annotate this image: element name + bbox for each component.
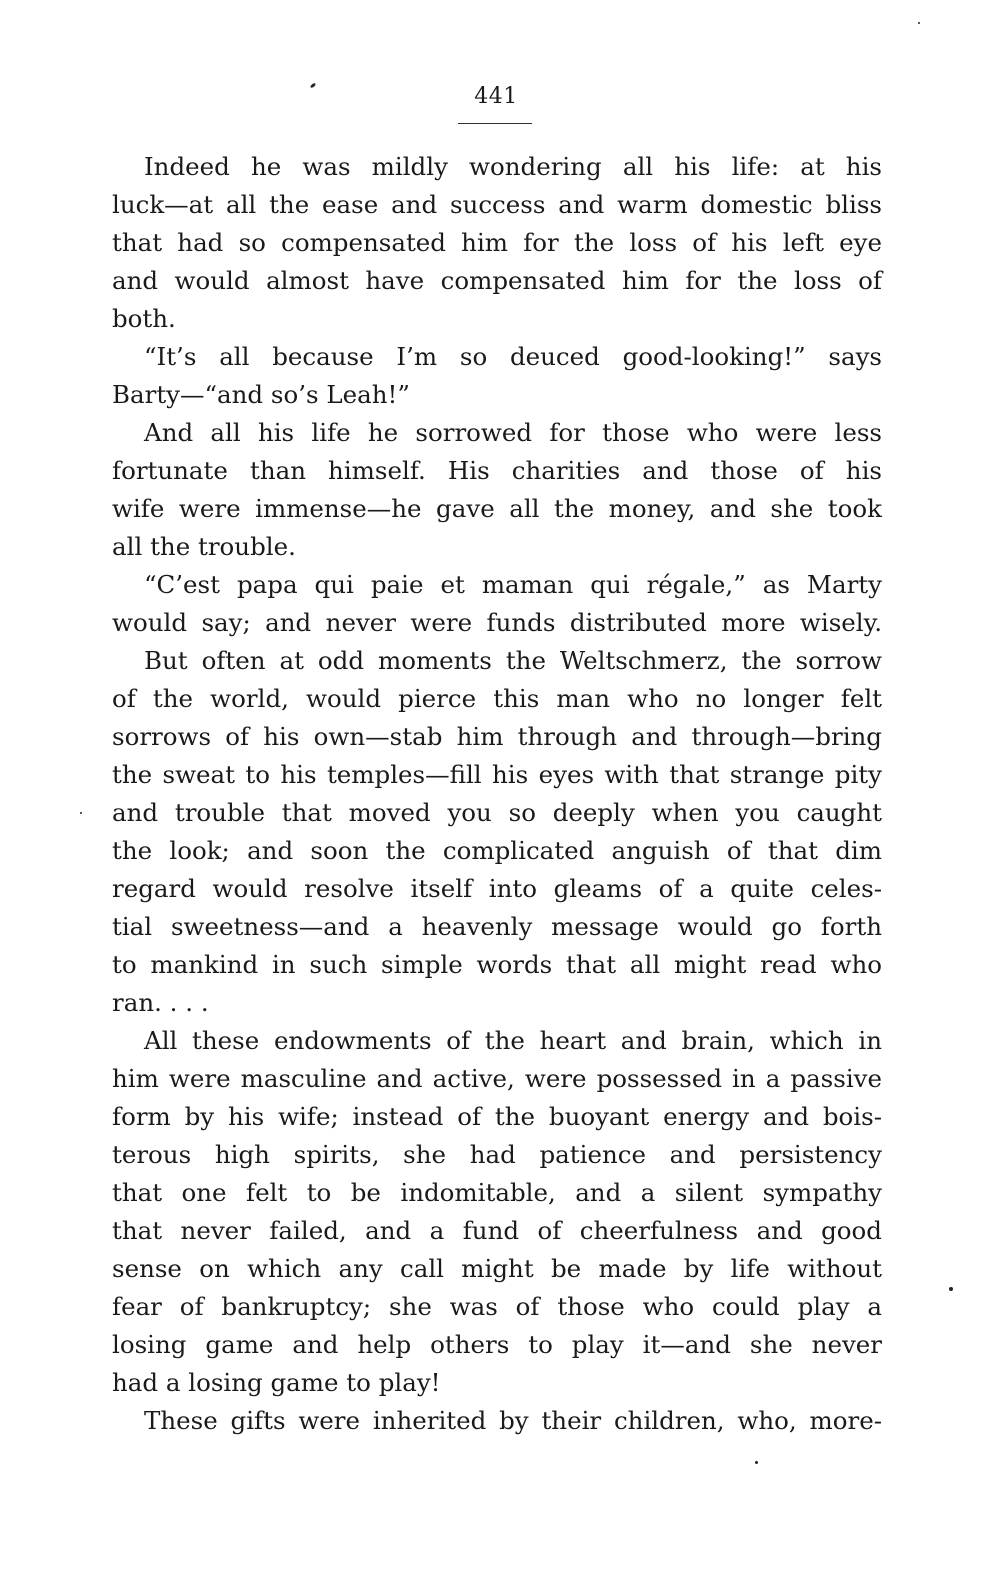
text-line: regard would resolve itself into gleams of a quite celes- xyxy=(112,874,882,903)
text-line: form by his wife; instead of the buoyant energy and bois- xyxy=(112,1102,882,1131)
text-line: both. xyxy=(112,304,176,333)
scan-speck xyxy=(755,1461,758,1464)
text-line: and would almost have compensated him for the loss of xyxy=(112,266,882,295)
text-line: that never failed, and a fund of cheerfulness and good xyxy=(112,1216,882,1245)
text-line: that one felt to be indomitable, and a silent sympathy xyxy=(112,1178,882,1207)
text-line: ran. . . . xyxy=(112,988,209,1017)
text-line: luck—at all the ease and success and warm domestic bliss xyxy=(112,190,882,219)
scan-speck xyxy=(310,82,317,88)
text-line: But often at odd moments the Weltschmerz, the sorrow xyxy=(144,646,882,675)
body-text xyxy=(112,148,882,1440)
text-line: losing game and help others to play it—and she never xyxy=(112,1330,882,1359)
text-line: “C’est papa qui paie et maman qui régale,” as Marty xyxy=(144,570,882,599)
text-line: had a losing game to play! xyxy=(112,1368,441,1397)
text-line: that had so compensated him for the loss of his left eye xyxy=(112,228,882,257)
scan-speck xyxy=(80,812,82,814)
text-line: And all his life he sorrowed for those who were less xyxy=(144,418,882,447)
text-line: the look; and soon the complicated anguish of that dim xyxy=(112,836,882,865)
scan-speck xyxy=(949,1287,953,1291)
text-line: “It’s all because I’m so deuced good-looking!” says xyxy=(144,342,882,371)
text-line: sorrows of his own—stab him through and through—bring xyxy=(112,722,882,751)
text-line: sense on which any call might be made by life without xyxy=(112,1254,882,1283)
text-line: wife were immense—he gave all the money, and she took xyxy=(112,494,882,523)
page-number-rule xyxy=(458,123,532,124)
page-number: 441 xyxy=(474,84,518,109)
text-line: all the trouble. xyxy=(112,532,296,561)
text-line: Barty—“and so’s Leah!” xyxy=(112,380,410,409)
text-line: Indeed he was mildly wondering all his life: at his xyxy=(144,152,882,181)
text-line: These gifts were inherited by their children, who, more- xyxy=(144,1406,882,1435)
text-line: All these endowments of the heart and brain, which in xyxy=(144,1026,882,1055)
text-line: the sweat to his temples—fill his eyes with that strange pity xyxy=(112,760,882,789)
text-line: terous high spirits, she had patience and persistency xyxy=(112,1140,882,1169)
text-line: and trouble that moved you so deeply when you caught xyxy=(112,798,882,827)
text-line: fear of bankruptcy; she was of those who could play a xyxy=(112,1292,882,1321)
text-line: him were masculine and active, were possessed in a passive xyxy=(112,1064,882,1093)
scan-speck xyxy=(918,22,920,24)
text-line: of the world, would pierce this man who no longer felt xyxy=(112,684,882,713)
text-line: would say; and never were funds distributed more wisely. xyxy=(112,608,882,637)
text-line: fortunate than himself. His charities and those of his xyxy=(112,456,882,485)
text-line: to mankind in such simple words that all might read who xyxy=(112,950,882,979)
text-line: tial sweetness—and a heavenly message would go forth xyxy=(112,912,882,941)
